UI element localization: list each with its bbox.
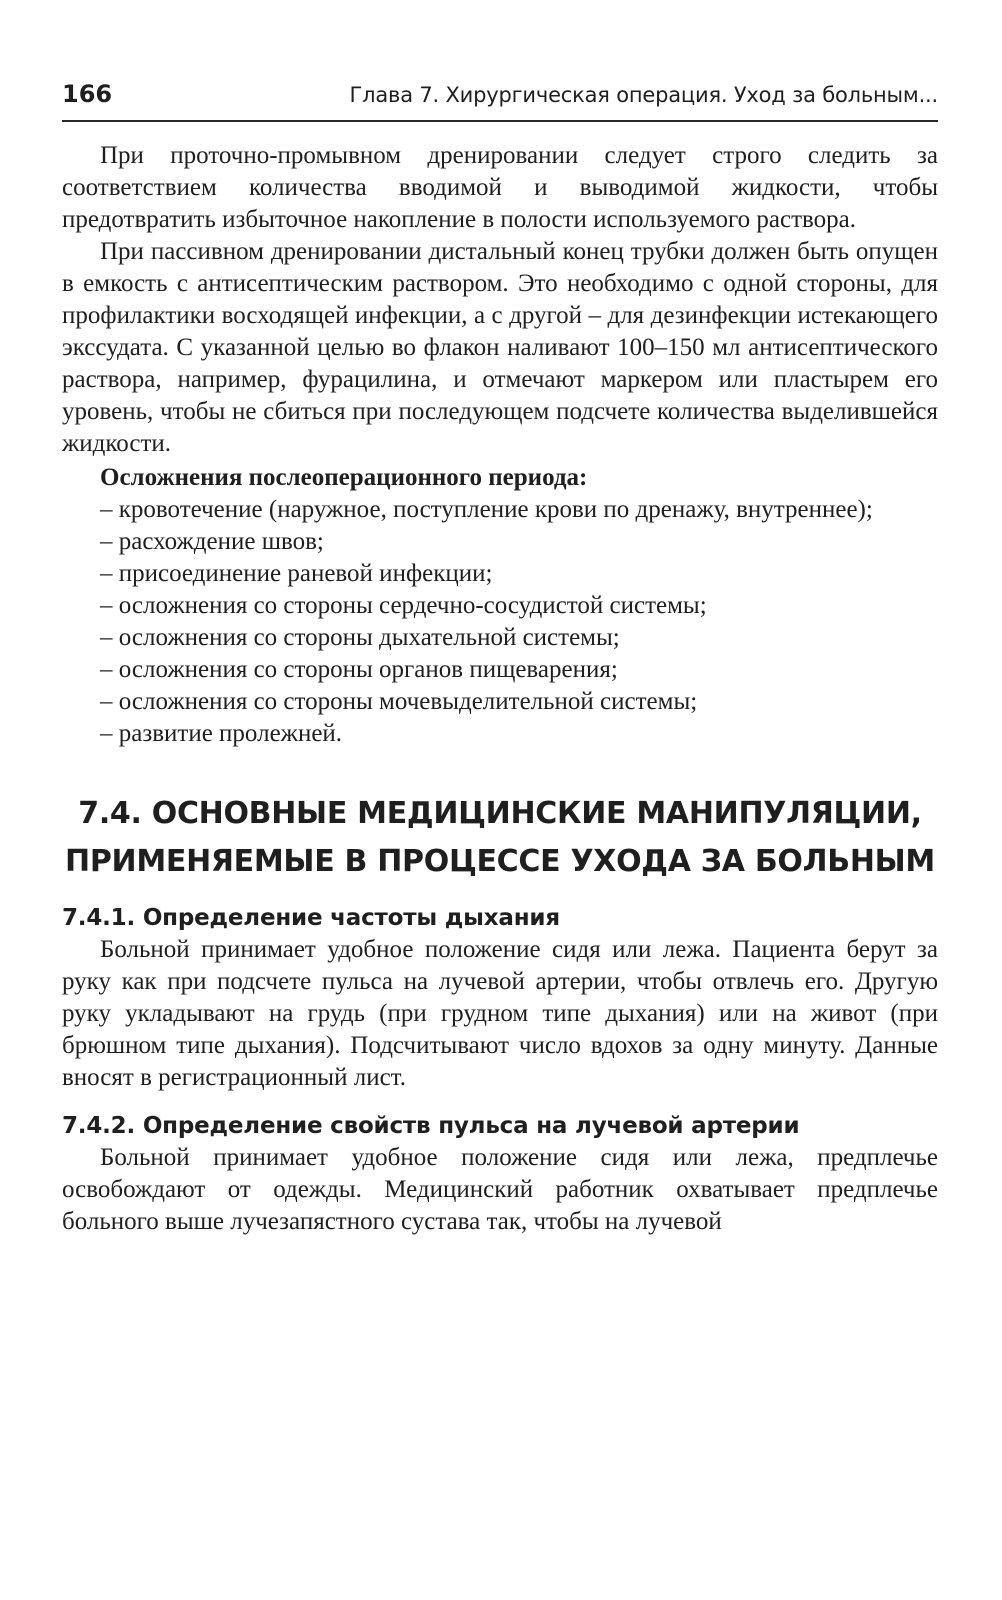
paragraph-pulse: Больной принимает удобное положение сидя или лежа, предплечье освобождают от одежды. Медицинский работник охватывает предплечье больного выше лучезапястного сустава так, чтобы на лучевой xyxy=(62,1144,938,1235)
running-head: Глава 7. Хирургическая операция. Уход за больным... xyxy=(349,83,938,107)
subsection-heading-respiration: 7.4.1. Определение частоты дыхания xyxy=(62,905,560,931)
paragraph-flow-irrigation: При проточно-промывном дренировании следует строго следить за соответствием количества вводимой и выводимой жидкости, чтобы предотвратить избыточное накопление в полости используемого раствора. xyxy=(62,142,938,233)
list-item: – осложнения со стороны мочевыделительной системы; xyxy=(100,688,698,715)
body-text xyxy=(62,140,938,460)
page-number: 166 xyxy=(62,80,113,108)
section-heading xyxy=(62,790,938,886)
list-item: – осложнения со стороны сердечно-сосудистой системы; xyxy=(100,592,707,619)
section-heading-line-2: ПРИМЕНЯЕМЫЕ В ПРОЦЕССЕ УХОДА ЗА БОЛЬНЫМ xyxy=(65,844,935,879)
list-item: – осложнения со стороны органов пищеварения; xyxy=(100,656,618,683)
list-item: – развитие пролежней. xyxy=(100,720,343,747)
book-page xyxy=(62,80,938,1238)
complications-list xyxy=(62,494,938,750)
list-item: – осложнения со стороны дыхательной системы; xyxy=(100,624,620,651)
paragraph-passive-drainage: При пассивном дренировании дистальный конец трубки должен быть опущен в емкость с антисептическим раствором. Это необходимо с одной стороны, для профилактики восходящей инфекции, а с другой – для дезинфекции истекающего экссудата. С указанной целью во флакон наливают 100–150 мл антисептического раствора, например, фурацилина, и отмечают маркером или пластырем его уровень, чтобы не сбиться при последующем подсчете количества выделившейся жидкости. xyxy=(62,238,938,457)
section-heading-line-1: 7.4. ОСНОВНЫЕ МЕДИЦИНСКИЕ МАНИПУЛЯЦИИ, xyxy=(78,796,922,831)
list-item: – присоединение раневой инфекции; xyxy=(100,560,493,587)
list-item: – кровотечение (наружное, поступление крови по дренажу, внутреннее); xyxy=(100,496,873,523)
subsection-heading-pulse: 7.4.2. Определение свойств пульса на лучевой артерии xyxy=(62,1113,800,1139)
complications-title: Осложнения послеоперационного периода: xyxy=(100,464,588,491)
paragraph-respiration: Больной принимает удобное положение сидя или лежа. Пациента берут за руку как при подсчете пульса на лучевой артерии, чтобы отвлечь его. Другую руку укладывают на грудь (при грудном типе дыхания) или на живот (при брюшном типе дыхания). Подсчитывают число вдохов за одну минуту. Данные вносят в регистрационный лист. xyxy=(62,936,938,1091)
list-item: – расхождение швов; xyxy=(100,528,324,555)
page-header xyxy=(62,80,938,122)
